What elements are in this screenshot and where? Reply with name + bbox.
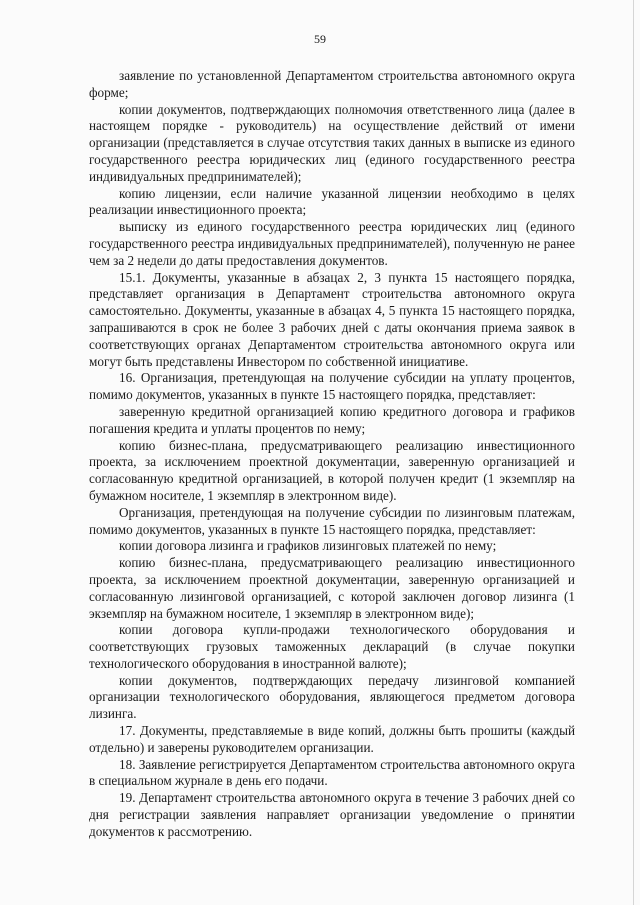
page-edge-shadow bbox=[633, 0, 634, 905]
paragraph-19: 19. Департамент строительства автономного округа в течение 3 рабочих дней со дня регистрации заявления направляет организации уведомление о принятии документов к рассмотрению. bbox=[89, 790, 575, 839]
paragraph-leasing-contract: копии договора лизинга и графиков лизинговых платежей по нему; bbox=[119, 538, 497, 554]
paragraph-leasing-intro: Организация, претендующая на получение субсидии по лизинговым платежам, помимо документов, указанных в пункте 15 настоящего порядка, представляет: bbox=[89, 504, 575, 537]
paragraph-purchase-contract: копии договора купли-продажи технологического оборудования и соответствующих грузовых таможенных деклараций (в случае покупки технологического оборудования в иностранной валюте); bbox=[89, 622, 575, 671]
document-body bbox=[89, 68, 575, 841]
paragraph-15-1: 15.1. Документы, указанные в абзацах 2, 3 пункта 15 настоящего порядка, представляет организация в Департамент строительства автономного округа самостоятельно. Документы, указанные в абзацах 4, 5 пункта 15 настоящего порядка, запрашиваются в срок не более 3 рабочих дней с даты окончания приема заявок в соответствующих органах Департаментом строительства автономного округа или могут быть представлены Инвестором по собственной инициативе. bbox=[89, 269, 575, 369]
paragraph-16: 16. Организация, претендующая на получение субсидии на уплату процентов, помимо документов, указанных в пункте 15 настоящего порядка, представляет: bbox=[89, 370, 575, 403]
paragraph-transfer-documents: копии документов, подтверждающих передачу лизинговой компанией организации технологического оборудования, являющегося предметом договора лизинга. bbox=[89, 672, 575, 722]
paragraph-business-plan-leasing: копию бизнес-плана, предусматривающего реализацию инвестиционного проекта, за исключением проектной документации, заверенную организацией и согласованную лизинговой организацией, с которой заключен договор лизинга (1 экземпляр на бумажном носителе, 1 экземпляр в электронном виде); bbox=[89, 555, 575, 621]
paragraph-credit-agreement: заверенную кредитной организацией копию кредитного договора и графиков погашения кредита и уплаты процентов по нему; bbox=[89, 403, 575, 436]
paragraph-registry-extract: выписку из единого государственного реестра юридических лиц (единого государственного реестра индивидуальных предпринимателей), полученную не ранее чем за 2 недели до даты предоставления документов. bbox=[89, 219, 575, 268]
paragraph-license-copy: копию лицензии, если наличие указанной лицензии необходимо в целях реализации инвестиционного проекта; bbox=[89, 185, 575, 218]
paragraph-authority-documents: копии документов, подтверждающих полномочия ответственного лица (далее в настоящем порядке - руководитель) на осуществление действий от имени организации (представляется в случае отсутствия таких данных в выписке из единого государственного реестра юридических лиц (единого государственного реестра индивидуальных предпринимателей); bbox=[89, 101, 575, 184]
page-number: 59 bbox=[314, 32, 326, 46]
paragraph-17: 17. Документы, представляемые в виде копий, должны быть прошиты (каждый отдельно) и заверены руководителем организации. bbox=[89, 723, 575, 755]
paragraph-application-form: заявление по установленной Департаментом строительства автономного округа форме; bbox=[89, 68, 575, 100]
paragraph-18: 18. Заявление регистрируется Департаментом строительства автономного округа в специальном журнале в день его подачи. bbox=[89, 756, 575, 789]
paragraph-business-plan-credit: копию бизнес-плана, предусматривающего реализацию инвестиционного проекта, за исключением проектной документации, заверенную организацией и согласованную кредитной организацией, в которой получен кредит (1 экземпляр на бумажном носителе, 1 экземпляр в электронном виде). bbox=[89, 437, 575, 503]
